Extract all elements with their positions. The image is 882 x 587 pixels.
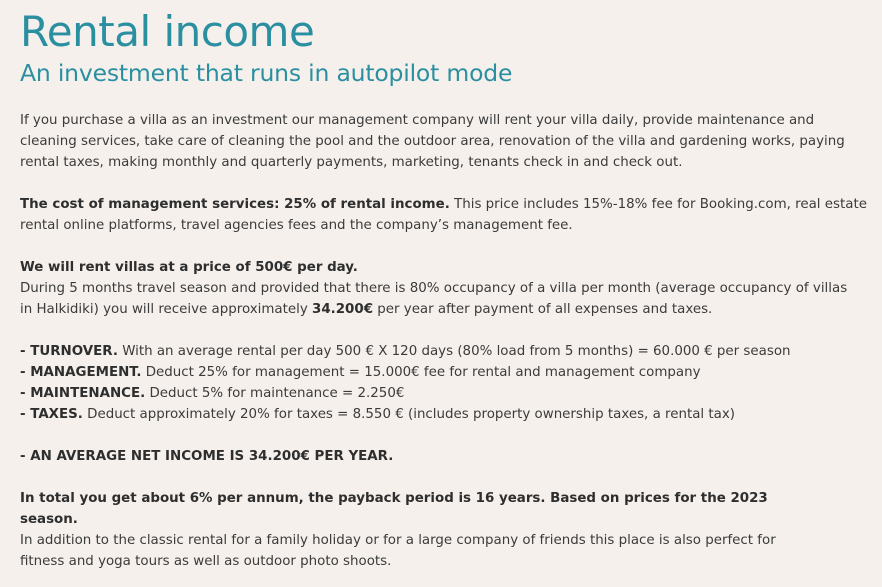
intro-paragraph: If you purchase a villa as an investment our management company will rent your villa daily, provide maintenance and cleaning services, take care of cleaning the pool and the outdoor area, renovation of the villa and gardening works, paying rental taxes, making monthly and quarterly payments, marketing, tenants check in and check out. xyxy=(20,113,845,170)
price-heading: We will rent villas at a price of 500€ per day. xyxy=(20,260,358,275)
breakdown-item-maintenance xyxy=(20,386,404,401)
page-title: Rental income xyxy=(20,7,315,56)
price-text-after: per year after payment of all expenses and taxes. xyxy=(373,302,713,317)
summary-heading: In total you get about 6% per annum, the payback period is 16 years. Based on prices for the 2023 season. xyxy=(20,491,768,527)
breakdown-text: Deduct 25% for management = 15.000€ fee for rental and management company xyxy=(141,365,701,380)
cost-paragraph xyxy=(20,194,878,236)
price-text-before: During 5 months travel season and provided that there is 80% occupancy of a villa per month (average occupancy of villas in Halkidiki) you will receive approximately xyxy=(20,281,848,317)
breakdown-text: Deduct approximately 20% for taxes = 8.550 € (includes property ownership taxes, a rental tax) xyxy=(82,407,736,422)
breakdown-item-taxes xyxy=(20,407,735,422)
page-subtitle: An investment that runs in autopilot mode xyxy=(20,59,513,87)
cost-heading: The cost of management services: 25% of rental income. xyxy=(20,197,450,212)
breakdown-text: With an average rental per day 500 € X 120 days (80% load from 5 months) = 60.000 € per season xyxy=(117,344,791,359)
net-income-text: - AN AVERAGE NET INCOME IS 34.200€ PER YEAR. xyxy=(20,449,394,464)
breakdown-label: - MAINTENANCE. xyxy=(20,386,146,401)
price-paragraph xyxy=(20,257,860,320)
net-income-paragraph xyxy=(20,446,878,467)
article xyxy=(20,6,878,572)
breakdown-item-management xyxy=(20,365,701,380)
breakdown-text: Deduct 5% for maintenance = 2.250€ xyxy=(145,386,405,401)
summary-paragraph xyxy=(20,488,820,572)
breakdown-label: - TURNOVER. xyxy=(20,344,118,359)
breakdown-label: - TAXES. xyxy=(20,407,83,422)
breakdown-list xyxy=(20,341,878,425)
cost-text: This price includes 15%-18% fee for Booking.com, real estate rental online platforms, travel agencies fees and the company’s management fee. xyxy=(20,197,867,233)
price-amount: 34.200€ xyxy=(312,302,374,317)
breakdown-item-turnover xyxy=(20,344,791,359)
breakdown-label: - MANAGEMENT. xyxy=(20,365,142,380)
summary-text: In addition to the classic rental for a family holiday or for a large company of friends this place is also perfect for fitness and yoga tours as well as outdoor photo shoots. xyxy=(20,533,776,569)
